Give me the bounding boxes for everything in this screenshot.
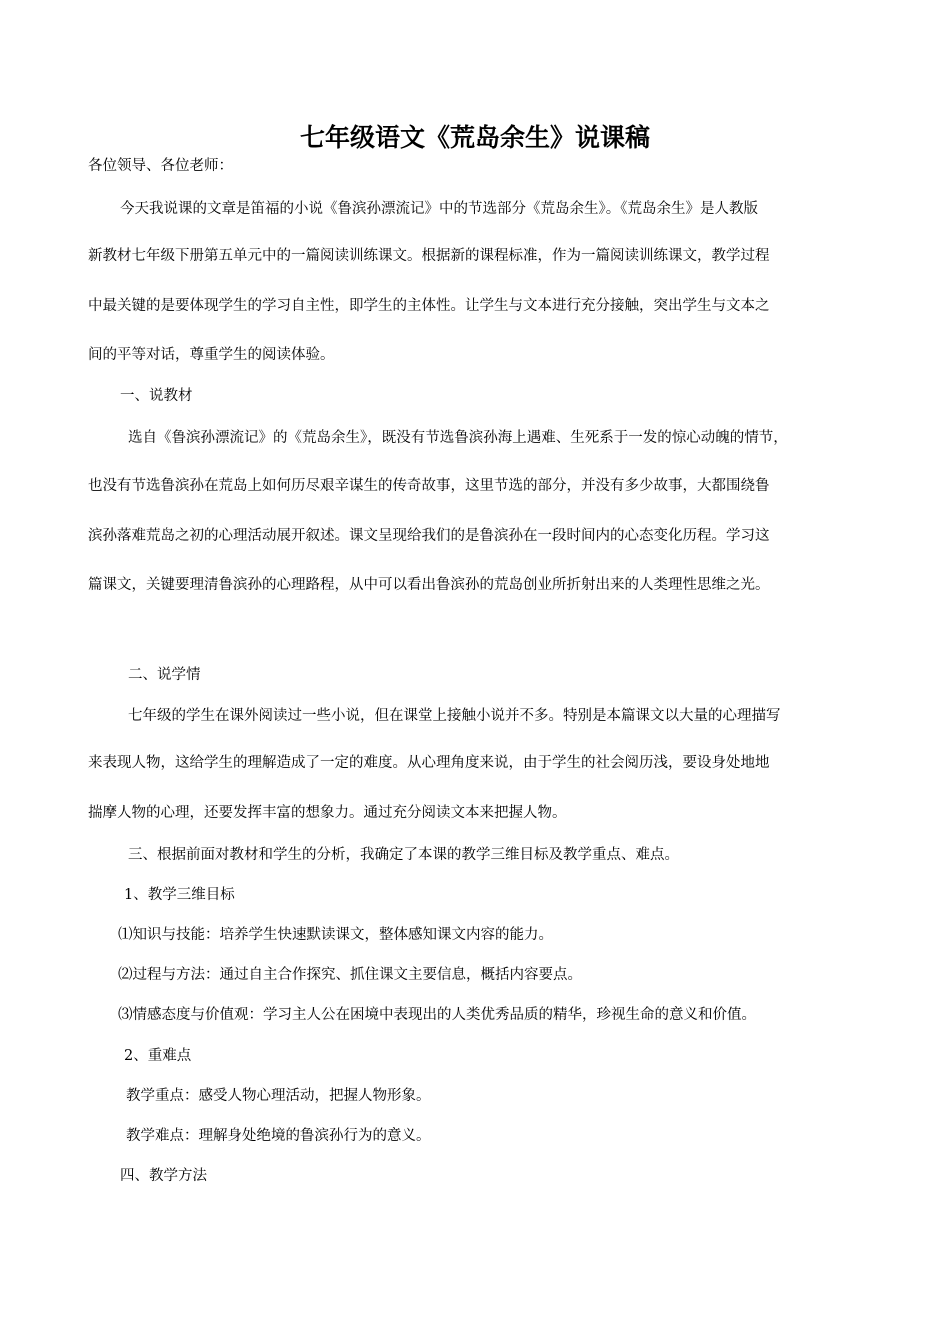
textbook-line-4: 篇课文，关键要理清鲁滨孙的心理路程，从中可以看出鲁滨孙的荒岛创业所折射出来的人类理性思维之光。 — [88, 577, 770, 593]
difficult-point: 教学难点：理解身处绝境的鲁滨孙行为的意义。 — [126, 1128, 431, 1144]
keypoints-subheading: 2、重难点 — [124, 1048, 192, 1064]
goal-emotion: ⑶情感态度与价值观：学习主人公在困境中表现出的人类优秀品质的精华，珍视生命的意义和价值。 — [118, 1007, 756, 1023]
section-heading-goals: 三、根据前面对教材和学生的分析，我确定了本课的教学三维目标及教学重点、难点。 — [128, 847, 679, 863]
intro-line-4: 间的平等对话，尊重学生的阅读体验。 — [88, 347, 335, 363]
intro-line-1: 今天我说课的文章是笛福的小说《鲁滨孙漂流记》中的节选部分《荒岛余生》。《荒岛余生》是人教版 — [120, 201, 758, 217]
section-heading-students: 二、说学情 — [128, 667, 201, 683]
textbook-line-3: 滨孙落难荒岛之初的心理活动展开叙述。课文呈现给我们的是鲁滨孙在一段时间内的心态变化历程。学习这 — [88, 528, 770, 544]
students-line-1: 七年级的学生在课外阅读过一些小说，但在课堂上接触小说并不多。特别是本篇课文以大量的心理描写 — [128, 708, 781, 724]
textbook-line-1: 选自《鲁滨孙漂流记》的《荒岛余生》，既没有节选鲁滨孙海上遇难、生死系于一发的惊心动魄的情节， — [128, 430, 788, 446]
students-line-2: 来表现人物，这给学生的理解造成了一定的难度。从心理角度来说，由于学生的社会阅历浅，要设身处地地 — [88, 755, 770, 771]
intro-line-3: 中最关键的是要体现学生的学习自主性，即学生的主体性。让学生与文本进行充分接触，突出学生与文本之 — [88, 298, 770, 314]
section-heading-methods: 四、教学方法 — [120, 1168, 207, 1184]
goal-process: ⑵过程与方法：通过自主合作探究、抓住课文主要信息，概括内容要点。 — [118, 967, 582, 983]
students-line-3: 揣摩人物的心理，还要发挥丰富的想象力。通过充分阅读文本来把握人物。 — [88, 805, 567, 821]
goal-knowledge: ⑴知识与技能：培养学生快速默读课文，整体感知课文内容的能力。 — [118, 927, 553, 943]
section-heading-textbook: 一、说教材 — [120, 388, 193, 404]
greeting: 各位领导、各位老师： — [88, 158, 233, 174]
document-title: 七年级语文《荒岛余生》说课稿 — [299, 123, 650, 152]
key-point: 教学重点：感受人物心理活动，把握人物形象。 — [126, 1088, 431, 1104]
textbook-line-2: 也没有节选鲁滨孙在荒岛上如何历尽艰辛谋生的传奇故事，这里节选的部分，并没有多少故事，大都围绕鲁 — [88, 478, 770, 494]
goals-subheading: 1、教学三维目标 — [124, 887, 235, 903]
intro-line-2: 新教材七年级下册第五单元中的一篇阅读训练课文。根据新的课程标准，作为一篇阅读训练课文，教学过程 — [88, 248, 770, 264]
